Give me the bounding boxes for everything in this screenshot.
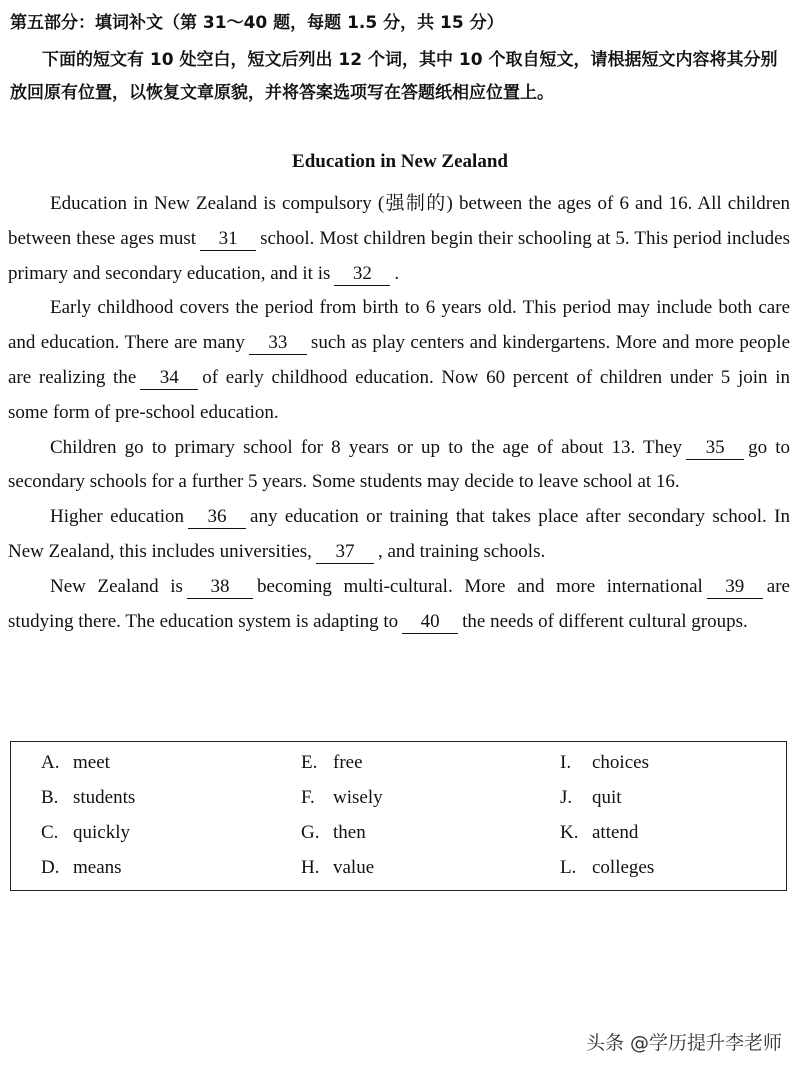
option-e (301, 752, 363, 774)
option-word: students (73, 787, 136, 808)
p5-text-1: New Zealand is (50, 575, 183, 597)
option-letter: I. (560, 752, 572, 773)
passage (8, 187, 790, 639)
blank-36: 36 (188, 506, 246, 529)
watermark: 头条 @学历提升李老师 (585, 1032, 782, 1054)
option-word: choices (592, 752, 649, 773)
option-k (560, 822, 638, 844)
blank-32: 32 (334, 263, 390, 286)
option-h (301, 857, 374, 879)
option-letter: B. (41, 787, 59, 808)
option-letter: A. (41, 752, 60, 773)
blank-34: 34 (140, 367, 198, 390)
option-c (41, 822, 130, 844)
options-box (10, 741, 787, 891)
blank-33: 33 (249, 332, 307, 355)
p4-text-3: , and training schools. (377, 540, 546, 562)
option-word: means (73, 857, 122, 878)
blank-37: 37 (316, 541, 374, 564)
p4-text-1: Higher education (50, 506, 185, 528)
p5-text-2: becoming multi-cultural. More and more international (256, 575, 703, 597)
section-header: 第五部分：填词补文（第 31～40 题，每题 1.5 分，共 15 分） (10, 13, 504, 33)
option-b (41, 787, 135, 809)
blank-31: 31 (200, 228, 256, 251)
p1-text-2: school. Most children begin their schooling at 5. This period includes primary and secondary education, and it is (8, 227, 790, 284)
option-word: then (333, 822, 366, 843)
p2-text-2: such as play centers and kindergartens. More and more people are realizing the (8, 332, 791, 388)
option-j (560, 787, 622, 809)
blank-39: 39 (707, 576, 763, 599)
option-letter: D. (41, 857, 60, 878)
instructions: 下面的短文有 10 处空白，短文后列出 12 个词，其中 10 个取自短文，请根据短文内容将其分别放回原有位置，以恢复文章原貌，并将答案选项写在答题纸相应位置上。 (10, 50, 778, 103)
paragraph-5 (8, 570, 790, 640)
option-word: attend (592, 822, 639, 843)
option-word: colleges (592, 857, 655, 878)
option-l (560, 857, 654, 879)
option-word: quit (592, 787, 622, 808)
option-letter: F. (301, 787, 315, 808)
option-letter: K. (560, 822, 579, 843)
option-word: value (333, 857, 375, 878)
blank-38: 38 (187, 576, 253, 599)
option-g (301, 822, 366, 844)
option-f (301, 787, 383, 809)
option-word: free (333, 752, 363, 773)
p3-text-2: go to secondary schools for a further 5 years. Some students may decide to leave school at 16. (8, 436, 791, 493)
p3-text-1: Children go to primary school for 8 years or up to the age of about 13. They (50, 436, 683, 458)
paragraph-1 (8, 187, 790, 291)
paragraph-4 (8, 500, 790, 570)
passage-title: Education in New Zealand (292, 151, 508, 172)
option-word: quickly (73, 822, 130, 843)
p1-text-1: Education in New Zealand is compulsory (强制的) between the ages of 6 and 16. All children between these ages must (8, 193, 790, 249)
option-letter: L. (560, 857, 577, 878)
option-word: meet (73, 752, 110, 773)
p5-text-4: the needs of different cultural groups. (462, 610, 748, 632)
option-letter: C. (41, 822, 59, 843)
p5-text-3: are studying there. The education system is adapting to (8, 575, 790, 632)
p1-text-3: . (394, 262, 400, 284)
p2-text-1: Early childhood covers the period from birth to 6 years old. This period may include both care and education. There are many (8, 297, 790, 354)
option-letter: G. (301, 822, 320, 843)
option-letter: H. (301, 857, 320, 878)
blank-40: 40 (402, 611, 458, 634)
p2-text-3: of early childhood education. Now 60 percent of children under 5 join in some form of pre-school education. (8, 366, 791, 423)
paragraph-2 (8, 291, 790, 430)
option-letter: J. (560, 787, 573, 808)
option-word: wisely (333, 787, 383, 808)
p4-text-2: any education or training that takes place after secondary school. In New Zealand, this includes universities, (8, 506, 790, 562)
blank-35: 35 (686, 437, 744, 460)
paragraph-3 (8, 431, 790, 501)
option-i (560, 752, 649, 774)
option-a (41, 752, 110, 774)
option-d (41, 857, 122, 879)
option-letter: E. (301, 752, 318, 773)
